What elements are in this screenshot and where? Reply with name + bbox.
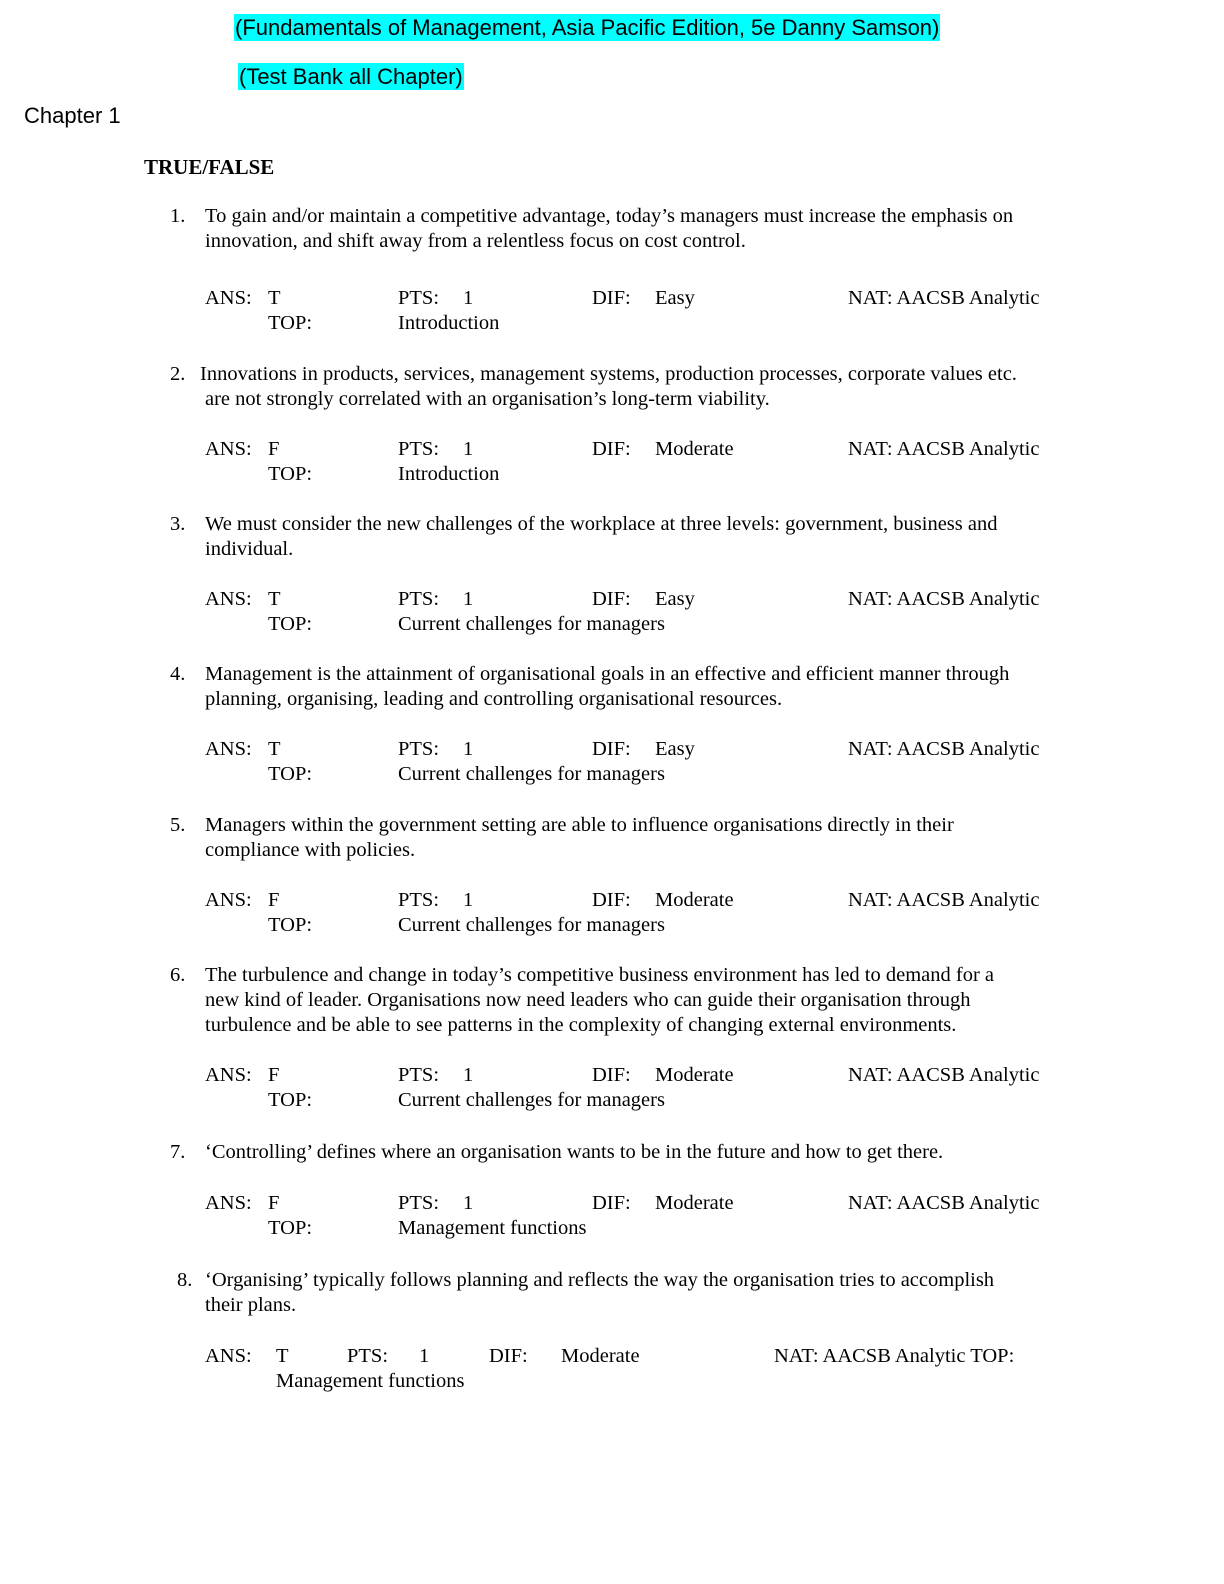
dif-label: DIF: — [592, 438, 631, 460]
ans-label: ANS: — [205, 438, 252, 460]
section-heading: TRUE/FALSE — [144, 155, 275, 179]
title-highlight: (Fundamentals of Management, Asia Pacific Edition, 5e Danny Samson) — [235, 15, 940, 40]
ans-value: F — [268, 889, 280, 911]
nat-value: NAT: AACSB Analytic — [848, 438, 1040, 460]
nat-value: NAT: AACSB Analytic — [848, 287, 1040, 309]
ans-value: F — [268, 438, 280, 460]
nat-value: NAT: AACSB Analytic — [848, 1192, 1040, 1214]
top-label: TOP: — [268, 613, 313, 635]
pts-value: 1 — [463, 889, 474, 911]
ans-label: ANS: — [205, 287, 252, 309]
dif-label: DIF: — [592, 1064, 631, 1086]
dif-value: Easy — [655, 287, 695, 309]
question-text — [205, 512, 1085, 562]
dif-label: DIF: — [592, 287, 631, 309]
top-value: Current challenges for managers — [398, 914, 665, 936]
top-value: Current challenges for managers — [398, 763, 665, 785]
answer-meta-5 — [0, 888, 1224, 938]
question-line: individual. — [205, 538, 294, 560]
question-number: 7. — [170, 1141, 186, 1163]
pts-value: 1 — [463, 1064, 474, 1086]
question-text — [205, 813, 1085, 863]
dif-value: Easy — [655, 738, 695, 760]
question-line: Innovations in products, services, management systems, production processes, corporate values etc. — [200, 363, 1017, 385]
document-title — [234, 16, 940, 40]
answer-meta-8 — [0, 1344, 1224, 1394]
pts-label: PTS: — [398, 889, 440, 911]
pts-value: 1 — [419, 1345, 430, 1367]
dif-value: Moderate — [561, 1345, 640, 1367]
top-label: TOP: — [268, 914, 313, 936]
dif-label: DIF: — [592, 889, 631, 911]
top-value: Introduction — [398, 312, 500, 334]
answer-meta-7 — [0, 1191, 1224, 1241]
ans-label: ANS: — [205, 1192, 252, 1214]
question-number: 5. — [170, 814, 186, 836]
pts-value: 1 — [463, 1192, 474, 1214]
top-value: Current challenges for managers — [398, 613, 665, 635]
question-number: 4. — [170, 663, 186, 685]
question-line: ‘Controlling’ defines where an organisation wants to be in the future and how to get there. — [205, 1141, 944, 1163]
answer-meta-4 — [0, 737, 1224, 787]
question-line: ‘Organising’ typically follows planning and reflects the way the organisation tries to accomplish — [205, 1269, 995, 1291]
top-value: Current challenges for managers — [398, 1089, 665, 1111]
question-line: We must consider the new challenges of the workplace at three levels: government, business and — [205, 513, 998, 535]
answer-meta-1 — [0, 286, 1224, 336]
question-text — [200, 362, 1080, 412]
question-text — [205, 1268, 1085, 1318]
dif-value: Moderate — [655, 1064, 734, 1086]
question-line: compliance with policies. — [205, 839, 416, 861]
question-line: Management is the attainment of organisational goals in an effective and efficient manner through — [205, 663, 1010, 685]
pts-label: PTS: — [398, 287, 440, 309]
dif-value: Easy — [655, 588, 695, 610]
pts-value: 1 — [463, 738, 474, 760]
question-text — [205, 204, 1085, 254]
pts-label: PTS: — [398, 438, 440, 460]
question-line: their plans. — [205, 1294, 297, 1316]
top-value: Introduction — [398, 463, 500, 485]
question-line: turbulence and be able to see patterns in the complexity of changing external environments. — [205, 1014, 957, 1036]
pts-label: PTS: — [398, 1192, 440, 1214]
dif-label: DIF: — [489, 1345, 528, 1367]
top-value: Management functions — [276, 1370, 465, 1392]
ans-value: T — [268, 287, 281, 309]
top-label: TOP: — [268, 463, 313, 485]
answer-meta-2 — [0, 437, 1224, 487]
question-line: innovation, and shift away from a relentless focus on cost control. — [205, 230, 746, 252]
pts-label: PTS: — [398, 588, 440, 610]
question-number: 1. — [170, 205, 186, 227]
dif-label: DIF: — [592, 588, 631, 610]
question-line: planning, organising, leading and controlling organisational resources. — [205, 688, 783, 710]
ans-label: ANS: — [205, 738, 252, 760]
ans-label: ANS: — [205, 1064, 252, 1086]
question-number: 3. — [170, 513, 186, 535]
nat-value: NAT: AACSB Analytic TOP: — [774, 1345, 1015, 1367]
top-label: TOP: — [268, 1089, 313, 1111]
ans-label: ANS: — [205, 588, 252, 610]
nat-value: NAT: AACSB Analytic — [848, 889, 1040, 911]
question-number: 6. — [170, 964, 186, 986]
question-line: Managers within the government setting are able to influence organisations directly in their — [205, 814, 954, 836]
dif-label: DIF: — [592, 738, 631, 760]
pts-value: 1 — [463, 588, 474, 610]
document-subtitle — [238, 65, 464, 89]
question-line: To gain and/or maintain a competitive advantage, today’s managers must increase the emphasis on — [205, 205, 1014, 227]
nat-value: NAT: AACSB Analytic — [848, 1064, 1040, 1086]
question-number: 8. — [177, 1269, 193, 1291]
top-label: TOP: — [268, 1217, 313, 1239]
question-line: are not strongly correlated with an organisation’s long-term viability. — [205, 388, 770, 410]
question-number: 2. — [170, 363, 186, 385]
subtitle-highlight: (Test Bank all Chapter) — [239, 64, 463, 89]
dif-value: Moderate — [655, 889, 734, 911]
dif-label: DIF: — [592, 1192, 631, 1214]
question-text — [205, 963, 1085, 1038]
answer-meta-6 — [0, 1063, 1224, 1113]
ans-value: T — [268, 588, 281, 610]
dif-value: Moderate — [655, 1192, 734, 1214]
question-line: The turbulence and change in today’s competitive business environment has led to demand for a — [205, 964, 995, 986]
question-line: new kind of leader. Organisations now need leaders who can guide their organisation through — [205, 989, 971, 1011]
pts-value: 1 — [463, 438, 474, 460]
pts-label: PTS: — [347, 1345, 389, 1367]
ans-label: ANS: — [205, 889, 252, 911]
dif-value: Moderate — [655, 438, 734, 460]
top-label: TOP: — [268, 312, 313, 334]
nat-value: NAT: AACSB Analytic — [848, 738, 1040, 760]
ans-value: T — [268, 738, 281, 760]
pts-value: 1 — [463, 287, 474, 309]
nat-value: NAT: AACSB Analytic — [848, 588, 1040, 610]
ans-label: ANS: — [205, 1345, 252, 1367]
top-label: TOP: — [268, 763, 313, 785]
pts-label: PTS: — [398, 1064, 440, 1086]
question-text — [205, 662, 1085, 712]
answer-meta-3 — [0, 587, 1224, 637]
question-text — [205, 1140, 1085, 1165]
pts-label: PTS: — [398, 738, 440, 760]
ans-value: T — [276, 1345, 289, 1367]
chapter-heading: Chapter 1 — [24, 103, 121, 128]
top-value: Management functions — [398, 1217, 587, 1239]
ans-value: F — [268, 1192, 280, 1214]
ans-value: F — [268, 1064, 280, 1086]
